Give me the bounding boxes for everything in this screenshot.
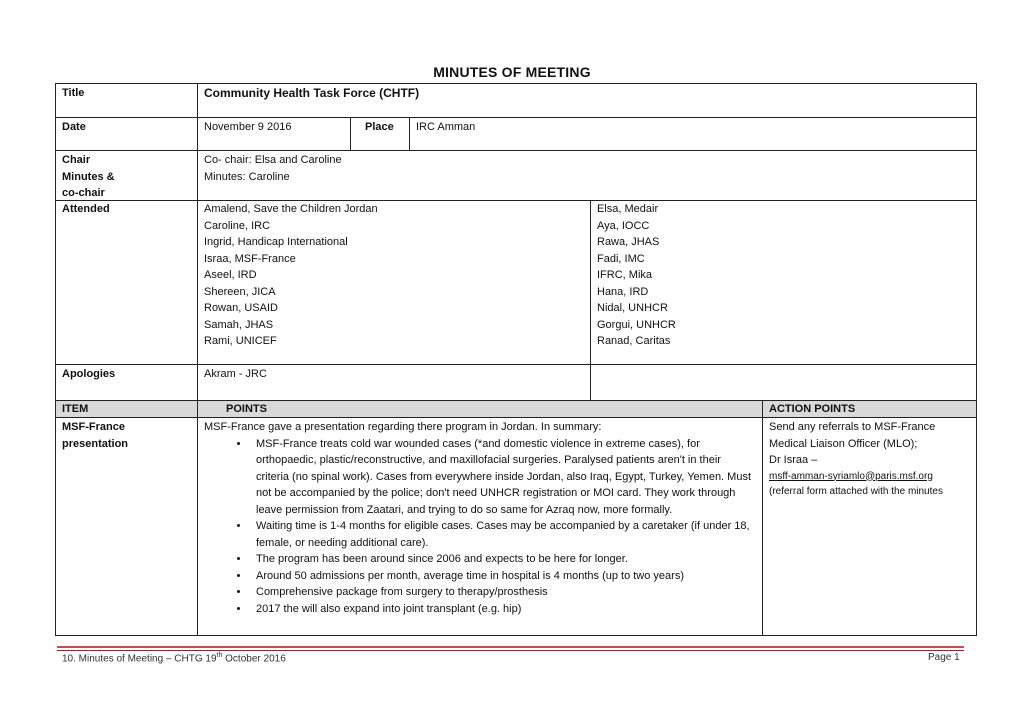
attendee: Ranad, Caritas (597, 335, 671, 347)
document-title: MINUTES OF MEETING (433, 64, 591, 80)
attendee: Aya, IOCC (597, 219, 650, 232)
date-divider-2 (350, 117, 351, 151)
attendees-right (597, 201, 676, 350)
apologies-divider-1 (197, 364, 198, 401)
chair-divider (197, 150, 198, 201)
footer-rule (57, 646, 964, 648)
attendee: Rami, UNICEF (204, 335, 277, 347)
attended-divider-2 (590, 200, 591, 365)
chair-label: Chair (62, 154, 91, 166)
date-divider-3 (409, 117, 410, 151)
msf-bullet-list (204, 436, 756, 618)
attendee: Aseel, IRD (204, 269, 257, 281)
attendee: Samah, JHAS (204, 318, 274, 331)
date-label: Date (62, 121, 86, 133)
attendee: Caroline, IRC (204, 219, 271, 232)
list-item: • Comprehensive package from surgery to therapy/prosthesis (250, 584, 756, 601)
list-item: • Waiting time is 1-4 months for eligible cases. Cases may be accompanied by a caretaker (if under 18, female, or needing additional care). (250, 518, 756, 551)
title-divider (197, 83, 198, 118)
attended-row (55, 200, 977, 365)
attendee: Israa, MSF-France (204, 252, 296, 265)
msf-email-link[interactable]: msff-amman-syriamlo@paris.msf.org (769, 470, 933, 482)
attendee: Rawa, JHAS (597, 236, 660, 248)
items-divider-1 (197, 400, 198, 636)
chair-values (204, 152, 342, 185)
co-chair-value: Co- chair: Elsa and Caroline (204, 154, 342, 166)
title-label: Title (62, 87, 85, 99)
apologies-value: Akram - JRC (204, 368, 267, 380)
date-divider-1 (197, 117, 198, 151)
attendees-left (204, 201, 378, 350)
place-value: IRC Amman (416, 121, 476, 133)
item-header: ITEM (62, 403, 89, 415)
msf-intro: MSF-France gave a presentation regarding there program in Jordan. In summary: (204, 421, 602, 433)
items-divider-2 (762, 400, 763, 636)
attendee: Elsa, Medair (597, 203, 659, 215)
attendee: Fadi, IMC (597, 252, 645, 265)
list-item: • MSF-France treats cold war wounded cases (*and domestic violence in extreme cases), for orthopaedic, plastic/reconstructive, and maxillofacial surgeries. Paralysed patients aren't in their criteria (no spinal work). Cases from everywhere inside Jordan, also Iraq, Egypt, Turkey, Yemen. Must not be accompanied by the police; don't need UNHCR registration or MOI card. They work through leave permission from Zaatari, and trying to do so same for Azraq now, more formally. (250, 436, 756, 519)
apologies-label: Apologies (62, 368, 116, 380)
list-item: • Around 50 admissions per month, average time in hospital is 4 months (up to two years) (250, 568, 756, 585)
msf-item-label: MSF-France presentation (62, 421, 129, 450)
points-header: POINTS (226, 403, 267, 415)
attended-label: Attended (62, 203, 110, 215)
place-label: Place (365, 121, 394, 133)
footer-rule-thin (57, 650, 964, 651)
page-number: Page 1 (928, 652, 960, 663)
list-item: • The program has been around since 2006 and expects to be here for longer. (250, 551, 756, 568)
chair-row (55, 150, 977, 201)
attendee: Hana, IRD (597, 285, 649, 298)
co-chair-label: co-chair (62, 187, 105, 199)
msf-action: Send any referrals to MSF-France Medical Liaison Officer (MLO); Dr Israa – msff-amman-syriamlo@paris.msf.org (referral form attached with the minutes (769, 419, 969, 499)
minutes-label: Minutes & (62, 170, 115, 183)
action-header: ACTION POINTS (769, 403, 856, 415)
apologies-divider-2 (590, 364, 591, 401)
attendee: Ingrid, Handicap International (204, 236, 348, 248)
attendee: Amalend, Save the Children Jordan (204, 203, 378, 215)
list-item: • 2017 the will also expand into joint transplant (e.g. hip) (250, 601, 756, 618)
minutes-value: Minutes: Caroline (204, 170, 290, 183)
attendee: Rowan, USAID (204, 302, 278, 314)
attended-divider-1 (197, 200, 198, 365)
footer-doc-ref: 10. Minutes of Meeting – CHTG 19th October 2016 (62, 652, 286, 665)
date-row (55, 117, 977, 151)
attendee: Shereen, JICA (204, 285, 276, 298)
apologies-row (55, 364, 977, 401)
attendee: Gorgui, UNHCR (597, 318, 676, 331)
referral-note: (referral form attached with the minutes (769, 485, 943, 497)
title-row (55, 83, 977, 118)
attendee: Nidal, UNHCR (597, 302, 668, 314)
date-value: November 9 2016 (204, 121, 292, 133)
meeting-title: Community Health Task Force (CHTF) (204, 86, 420, 100)
chair-labels (62, 152, 115, 202)
msf-points (204, 419, 756, 617)
attendee: IFRC, Mika (597, 269, 652, 281)
